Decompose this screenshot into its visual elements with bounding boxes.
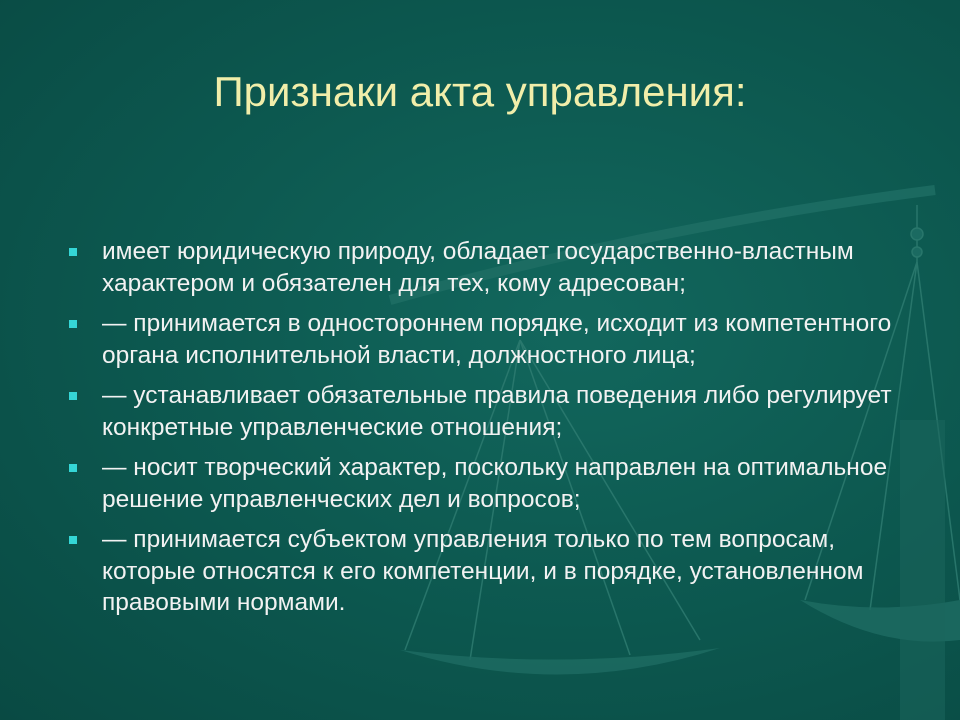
bullet-text: — устанавливает обязательные правила поведения либо регулирует конкретные управленческие отношения;	[102, 382, 892, 441]
slide-title: Признаки акта управления:	[213, 68, 747, 115]
list-item	[62, 452, 902, 515]
square-bullet-icon	[69, 464, 77, 472]
square-bullet-icon	[69, 248, 77, 256]
bullet-text: — принимается в одностороннем порядке, исходит из компетентного органа исполнительной власти, должностного лица;	[102, 310, 892, 369]
list-item	[62, 308, 902, 371]
list-item	[62, 524, 902, 619]
square-bullet-icon	[69, 392, 77, 400]
list-item	[62, 380, 902, 443]
square-bullet-icon	[69, 536, 77, 544]
square-bullet-icon	[69, 320, 77, 328]
bullet-list	[62, 236, 902, 628]
bullet-text: — носит творческий характер, поскольку направлен на оптимальное решение управленческих дел и вопросов;	[102, 454, 888, 513]
bullet-text: — принимается субъектом управления только по тем вопросам, которые относятся к его компетенции, и в порядке, установленном правовыми нормами.	[102, 526, 864, 616]
bullet-text: имеет юридическую природу, обладает государственно-властным характером и обязателен для тех, кому адресован;	[102, 238, 854, 297]
list-item	[62, 236, 902, 299]
